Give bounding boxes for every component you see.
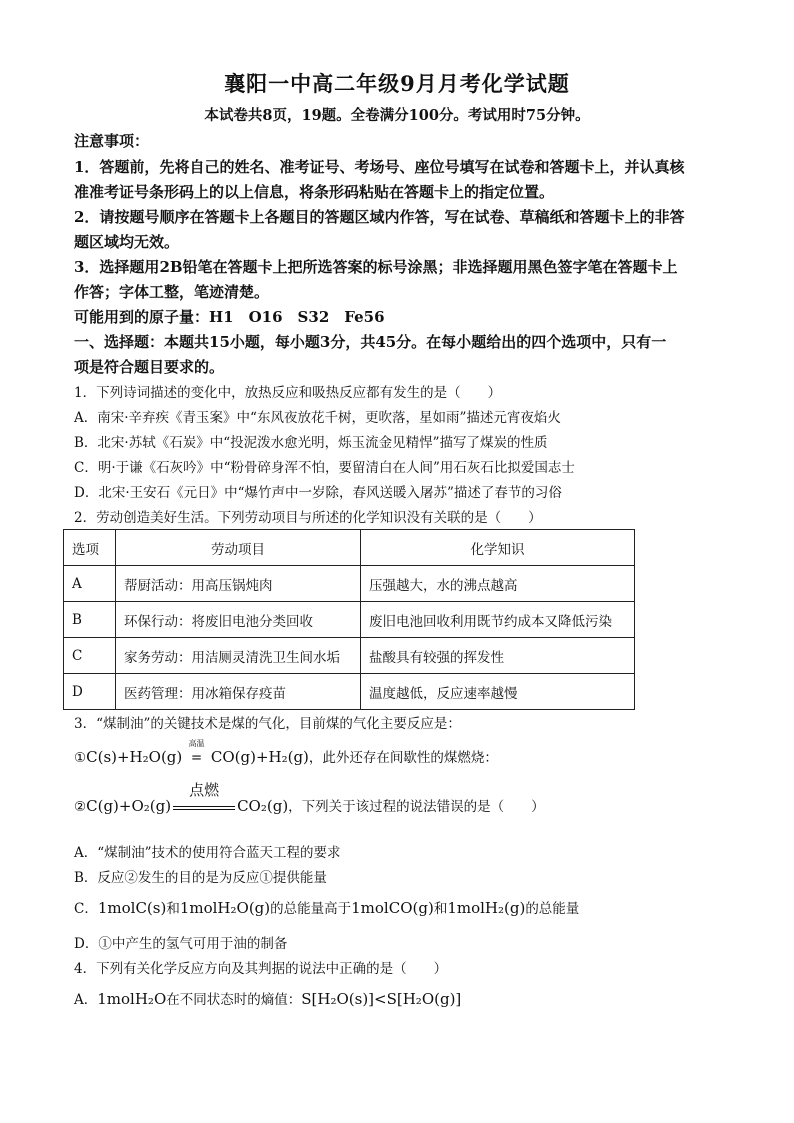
notice-heading: 注意事项：: [74, 132, 150, 150]
q3-reaction-2: [74, 781, 545, 815]
notice-item-1-line-2: 准准考证号条形码上的以上信息，将条形码粘贴在答题卡上的指定位置。: [74, 183, 555, 201]
q3-option-d: D．①中产生的氢气可用于油的制备: [74, 936, 288, 952]
section-1-heading-line-1: 一、选择题：本题共15小题，每小题3分，共45分。在每小题给出的四个选项中，只有一: [74, 333, 667, 351]
q1-option-b: B．北宋·苏轼《石炭》中“投泥泼水愈光明，烁玉流金见精悍”描写了煤炭的性质: [74, 435, 548, 451]
option-label: A．: [74, 992, 98, 1008]
reaction-2-products: CO₂(g): [237, 797, 289, 815]
table-cell: 废旧电池回收利用既节约成本又降低污染: [361, 602, 635, 638]
reaction-1-equals: [187, 739, 207, 766]
reaction-2-arrow: [173, 781, 235, 815]
q3-stem: 3．“煤制油”的关键技术是煤的气化，目前煤的气化主要反应是：: [74, 716, 461, 732]
section-1-heading-line-2: 项是符合题目要求的。: [74, 358, 225, 376]
option-label: C．: [74, 901, 98, 917]
equals-sign: =: [190, 750, 203, 766]
math-term: 1molH₂(g): [447, 899, 526, 917]
reaction-2-reactants: C(g)+O₂(g): [86, 797, 172, 815]
exam-subtitle: 本试卷共8页，19题。全卷满分100分。考试用时75分钟。: [204, 107, 590, 124]
table-row: [64, 602, 635, 638]
math-term: 1molH₂O(g): [179, 899, 271, 917]
table-cell: 家务劳动：用洁厕灵清洗卫生间水垢: [116, 638, 361, 674]
reaction-1-tail: ，此外还存在间歇性的煤燃烧：: [308, 750, 498, 766]
reaction-2-condition: 点燃: [189, 781, 220, 799]
q1-option-d: D．北宋·王安石《元日》中“爆竹声中一岁除，春风送暖入屠苏”描述了春节的习俗: [74, 485, 562, 501]
option-text: 的总能量高于: [270, 901, 352, 917]
reaction-1-reactants: C(s)+H₂O(g): [86, 748, 183, 766]
option-text: 的总能量: [525, 901, 580, 917]
option-text: 在不同状态时的熵值：: [166, 992, 302, 1008]
q2-stem: 2．劳动创造美好生活。下列劳动项目与所述的化学知识没有关联的是（ ）: [74, 510, 542, 526]
notice-item-3-line-2: 作答；字体工整，笔迹清楚。: [74, 283, 270, 301]
q1-option-c: C．明·于谦《石灰吟》中“粉骨碎身浑不怕，要留清白在人间”用石灰石比拟爱国志士: [74, 460, 575, 476]
q4-stem: 4．下列有关化学反应方向及其判据的说法中正确的是（ ）: [74, 961, 448, 977]
table-row: [64, 638, 635, 674]
q3-option-b: B．反应②发生的目的是为反应①提供能量: [74, 870, 327, 886]
table-cell: B: [64, 602, 116, 638]
notice-item-2-line-1: 2．请按题号顺序在答题卡上各题目的答题区域内作答，写在试卷、草稿纸和答题卡上的非答: [74, 208, 685, 226]
table-cell: A: [64, 566, 116, 602]
table-cell: 温度越低，反应速率越慢: [361, 674, 635, 710]
table-cell: 盐酸具有较强的挥发性: [361, 638, 635, 674]
q1-option-a: A．南宋·辛弃疾《青玉案》中“东风夜放花千树，更吹落，星如雨”描述元宵夜焰火: [74, 410, 561, 426]
option-text: 和: [166, 901, 180, 917]
math-term: 1molCO(g): [351, 899, 434, 917]
entropy-comparison: S[H₂O(s)]<S[H₂O(g)]: [301, 990, 462, 1008]
table-cell: C: [64, 638, 116, 674]
q1-stem: 1．下列诗词描述的变化中，放热反应和吸热反应都有发生的是（ ）: [74, 385, 502, 401]
table-row: [64, 566, 635, 602]
table-cell: 帮厨活动：用高压锅炖肉: [116, 566, 361, 602]
double-line-icon: [173, 806, 235, 810]
reaction-1-products: CO(g)+H₂(g): [210, 748, 309, 766]
q2-table: [63, 529, 635, 710]
table-row: [64, 674, 635, 710]
table-cell: D: [64, 674, 116, 710]
q3-option-c: [74, 897, 579, 917]
table-cell: 环保行动：将废旧电池分类回收: [116, 602, 361, 638]
q3-reaction-1: [74, 739, 498, 766]
option-text: 和: [433, 901, 448, 917]
notice-item-2-line-2: 题区域均无效。: [74, 233, 180, 251]
notice-item-1-line-1: 1．答题前，先将自己的姓名、准考证号、考场号、座位号填写在试卷和答题卡上，并认真核: [74, 158, 685, 176]
notice-item-3-line-1: 3．选择题用2B铅笔在答题卡上把所选答案的标号涂黑；非选择题用黑色签字笔在答题卡上: [74, 258, 678, 276]
reaction-number: ①: [74, 750, 87, 766]
math-term: 1molH₂O: [97, 990, 167, 1008]
exam-title: 襄阳一中高二年级9月月考化学试题: [224, 71, 570, 96]
math-term: 1molC(s): [97, 899, 167, 917]
table-header-row: [64, 530, 635, 566]
q3-option-a: A．“煤制油”技术的使用符合蓝天工程的要求: [74, 845, 341, 861]
reaction-2-tail: ，下列关于该过程的说法错误的是（ ）: [288, 799, 545, 815]
reaction-number: ②: [74, 799, 87, 815]
table-header-cell: 选项: [64, 530, 116, 566]
q4-option-a: [74, 988, 461, 1008]
table-header-cell: 劳动项目: [116, 530, 361, 566]
atomic-masses: 可能用到的原子量：H1 O16 S32 Fe56: [74, 308, 385, 326]
table-cell: 医药管理：用冰箱保存疫苗: [116, 674, 361, 710]
reaction-1-condition: 高温: [188, 739, 205, 748]
table-header-cell: 化学知识: [361, 530, 635, 566]
table-cell: 压强越大，水的沸点越高: [361, 566, 635, 602]
